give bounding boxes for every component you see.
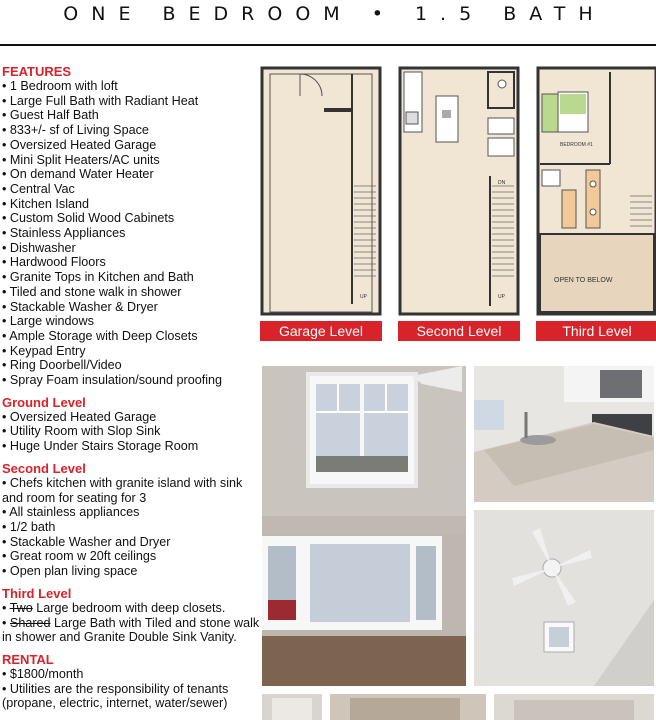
list-item: • Oversized Heated Garage xyxy=(2,137,157,152)
list-item: • All stainless appliances xyxy=(2,505,140,520)
loft-window-photo xyxy=(262,366,466,686)
list-item: • Tiled and stone walk in shower xyxy=(2,284,182,299)
list-item: • Keypad Entry xyxy=(2,343,86,358)
list-item: • Open plan living space xyxy=(2,564,138,579)
list-item: • Guest Half Bath xyxy=(2,108,99,123)
struck-text: Two xyxy=(9,600,33,615)
list-item: • On demand Water Heater xyxy=(2,167,154,182)
bath-photo-1 xyxy=(262,694,322,720)
bath-photo-2 xyxy=(330,694,486,720)
list-item: • 1/2 bath xyxy=(2,519,56,534)
svg-text:OPEN TO BELOW: OPEN TO BELOW xyxy=(554,277,613,284)
features-list xyxy=(2,79,260,388)
list-item: • Stackable Washer & Dryer xyxy=(2,299,158,314)
svg-text:DN: DN xyxy=(498,180,506,186)
list-item: • Huge Under Stairs Storage Room xyxy=(2,439,199,454)
list-item: • Spray Foam insulation/sound proofing xyxy=(2,373,223,388)
list-item: • 1 Bedroom with loft xyxy=(2,79,118,93)
rental-list xyxy=(2,667,260,711)
ground-level-title: Ground Level xyxy=(2,394,86,410)
list-item: • Hardwood Floors xyxy=(2,255,106,270)
list-item: • Custom Solid Wood Cabinets xyxy=(2,211,175,226)
list-item: • Utility Room with Slop Sink xyxy=(2,424,161,439)
second-plan xyxy=(398,66,520,339)
garage-plan xyxy=(260,66,382,339)
second-level-label: Second Level xyxy=(398,321,520,341)
second-level-list xyxy=(2,476,260,579)
list-item: • Granite Tops in Kitchen and Bath xyxy=(2,270,194,285)
list-item: • Ample Storage with Deep Closets xyxy=(2,328,198,343)
svg-text:BEDROOM #1: BEDROOM #1 xyxy=(560,142,593,148)
svg-text:UP: UP xyxy=(498,294,505,300)
garage-level-label: Garage Level xyxy=(260,321,382,341)
ceiling-fan-photo xyxy=(474,510,654,686)
struck-text: Shared xyxy=(9,615,51,630)
list-item: • Kitchen Island xyxy=(2,196,90,211)
features-column xyxy=(2,64,260,711)
svg-text:UP: UP xyxy=(360,294,367,300)
list-item: • Utilities are the responsibility of tenants (propane, electric, internet, water/sewer) xyxy=(2,681,229,711)
ground-level-list xyxy=(2,410,260,454)
list-item: • Large windows xyxy=(2,314,94,329)
list-item: • Chefs kitchen with granite island with sink and room for seating for 3 xyxy=(2,475,243,505)
page-title: ONE BEDROOM • 1.5 BATH xyxy=(63,3,606,25)
kitchen-photo xyxy=(474,366,654,502)
list-item: • Stainless Appliances xyxy=(2,226,126,241)
list-item: • Ring Doorbell/Video xyxy=(2,358,122,373)
list-item: • Great room w 20ft ceilings xyxy=(2,549,157,564)
list-item: • $1800/month xyxy=(2,666,84,681)
third-plan xyxy=(536,66,656,339)
bath-photo-3 xyxy=(494,694,654,720)
header xyxy=(0,0,656,32)
third-level-list xyxy=(2,601,260,645)
list-item: • Mini Split Heaters/AC units xyxy=(2,152,160,167)
rental-title: RENTAL xyxy=(2,651,54,667)
third-level-label: Third Level xyxy=(536,321,656,341)
features-title: FEATURES xyxy=(2,64,72,79)
header-divider xyxy=(0,44,656,46)
floor-plans xyxy=(260,66,654,346)
list-item: • Oversized Heated Garage xyxy=(2,409,157,424)
list-item: • Two Large bedroom with deep closets. xyxy=(2,600,226,615)
list-item: • Stackable Washer and Dryer xyxy=(2,534,171,549)
second-level-title: Second Level xyxy=(2,460,86,476)
list-item: • Large Full Bath with Radiant Heat xyxy=(2,93,199,108)
third-level-title: Third Level xyxy=(2,585,72,601)
list-item: • Central Vac xyxy=(2,181,75,196)
list-item: • Shared Large Bath with Tiled and stone walk in shower and Granite Double Sink Vanity. xyxy=(2,615,260,645)
list-item: • 833+/- sf of Living Space xyxy=(2,123,149,138)
list-item: • Dishwasher xyxy=(2,240,76,255)
